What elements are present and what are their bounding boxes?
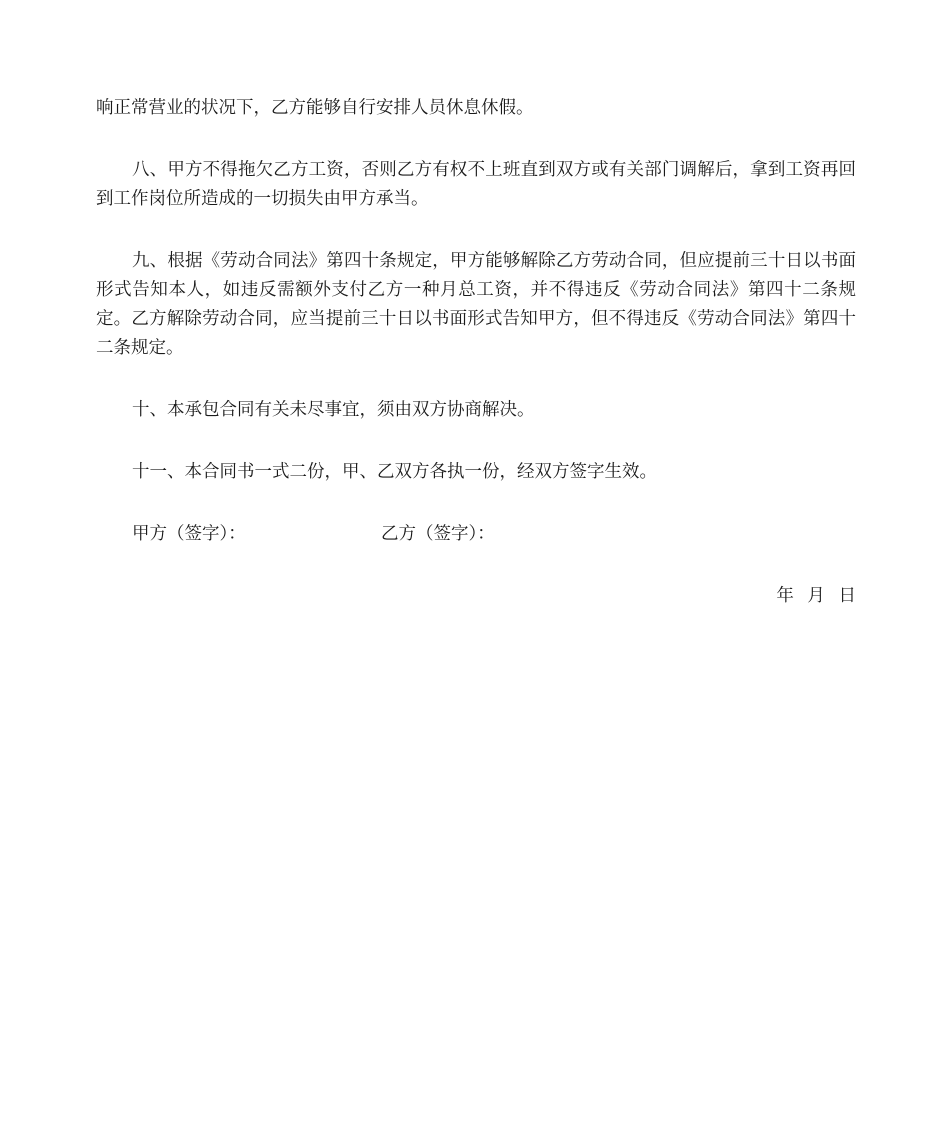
party-b-signature-label: 乙方（签字）：: [381, 524, 495, 544]
paragraph-spacer: [96, 425, 856, 458]
paragraph-spacer: [96, 214, 856, 247]
clause-10: 十、本承包合同有关未尽事宜，须由双方协商解决。: [132, 400, 535, 420]
paragraph-spacer: [96, 123, 856, 156]
clause-9: 九、根据《劳动合同法》第四十条规定，甲方能够解除乙方劳动合同，但应提前三十日以书面形式告知本人，如违反需额外支付乙方一种月总工资，并不得违反《劳动合同法》第四十二条规定。乙方解除劳动合同，应当提前三十日以书面形式告知甲方，但不得违反《劳动合同法》第四十二条规定。: [96, 251, 856, 358]
party-a-signature-label: 甲方（签字）：: [132, 524, 246, 544]
date-line: 年 月 日: [776, 586, 856, 606]
paragraph-spacer: [96, 363, 856, 396]
clause-8: 八、甲方不得拖欠乙方工资，否则乙方有权不上班直到双方或有关部门调解后，拿到工资再回到工作岗位所造成的一切损失由甲方承当。: [96, 160, 856, 209]
signature-row: [96, 520, 856, 549]
paragraph-spacer: [96, 549, 856, 582]
clause-11: 十一、本合同书一式二份，甲、乙双方各执一份，经双方签字生效。: [132, 462, 657, 482]
paragraph-continuation: 响正常营业的状况下，乙方能够自行安排人员休息休假。: [96, 98, 534, 118]
document-body: [96, 94, 856, 611]
paragraph-spacer: [96, 487, 856, 520]
